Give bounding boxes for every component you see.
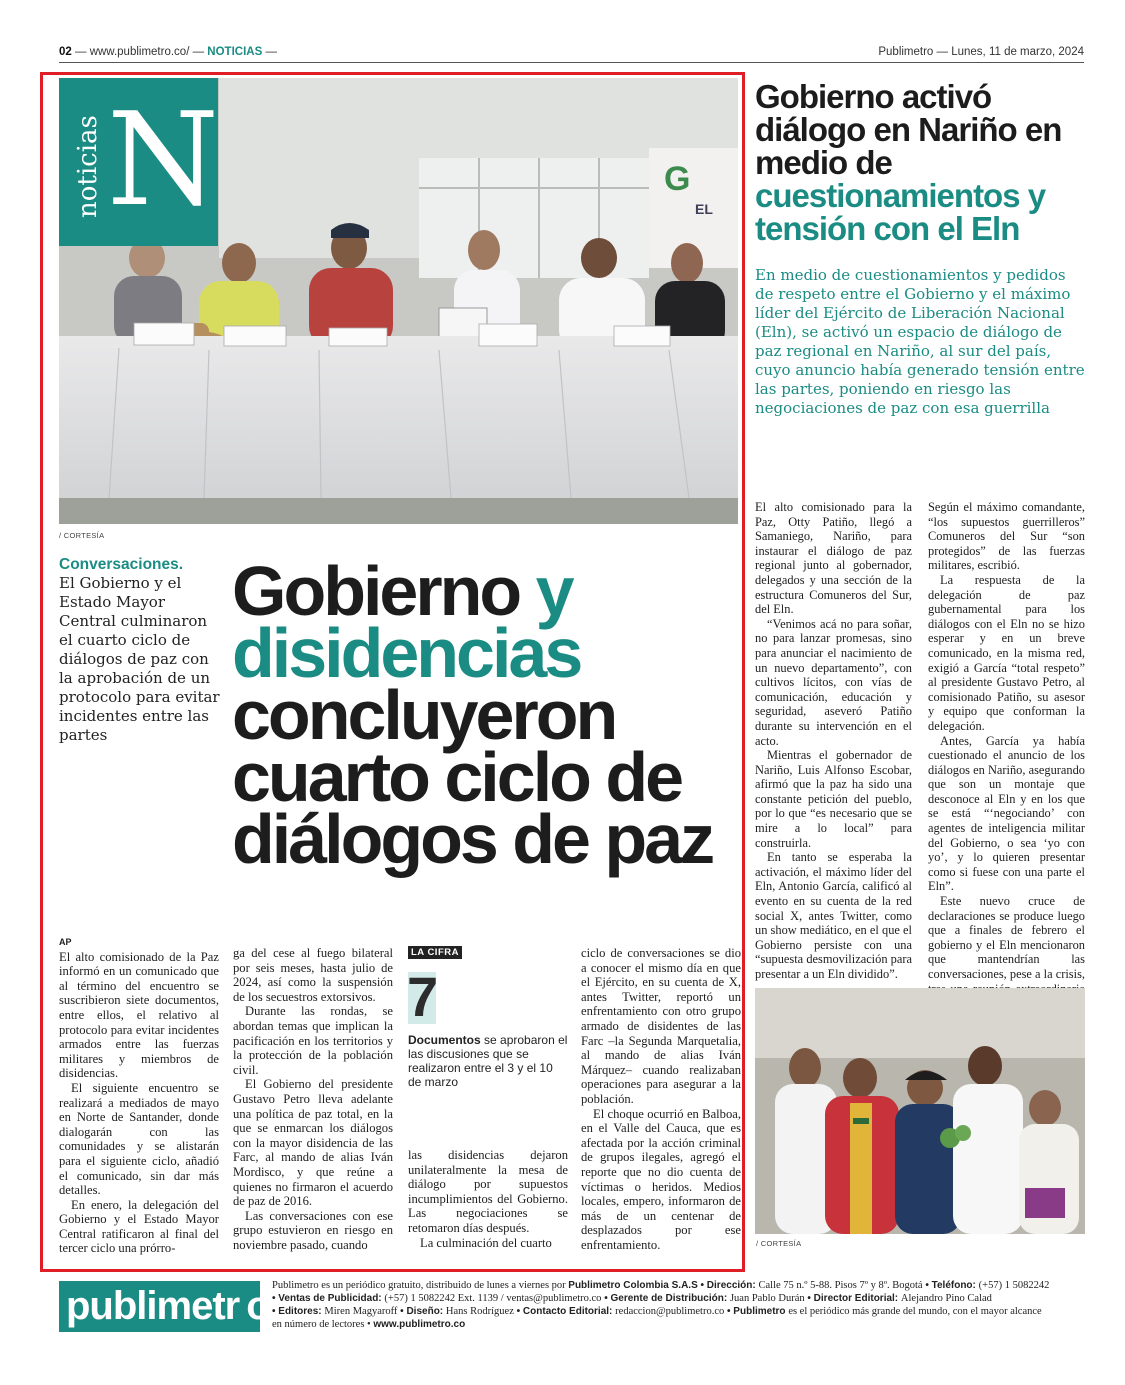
- main-article-col3: las disidencias dejaron unilateralmente la mesa de diálogo por supuestos incumplimientos del Gobierno. Las negociaciones se retomaron días después. La culminación del cuarto: [408, 1148, 568, 1250]
- footer-imprint: Publimetro es un periódico gratuito, distribuido de lunes a viernes por Publimetro Colombia S.A.S • Dirección: Calle 75 n.º 5-88. Pisos 7º y 8º. Bogotá • Teléfono: (+57) 1 5082242 • Ventas de Publicidad: (+57) 1 5082242 Ext. 1139 / ventas@publimetro.co • Gerente de Distribución: Juan Pablo Durán • Director Editorial: Alejandro Pino Calad • Editores: Miren Magyaroff • Diseño: Hans Rodríguez • Contacto Editorial: redaccion@publimetro.co • Publimetro es el periódico más grande del mundo, con el mayor alcance en número de lectores • www.publimetro.co: [272, 1280, 1050, 1330]
- right-article-col1: El alto comisionado para la Paz, Otty Patiño, llegó a Samaniego, Nariño, para instaurar el diálogo de paz regional junto al gobernador, delegados y una sección de la estructura Comuneros del Sur, del Eln. “Venimos acá no para soñar, no para lanzar promesas, sino para anunciar el nacimiento de un nuevo departamento”, con cultivos lícitos, con vías de comunicación, educación y seguridad, aseveró Patiño durante su intervención en el acto. Mientras el gobernador de Nariño, Luis Alfonso Escobar, afirmó que la paz ha sido una constante petición del pueblo, por lo que “es necesario que se mire a lo local” para construirla. En tanto se esperaba la activación, el máximo líder del Eln, Antonio García, calificó al evento en su cuenta de la red social X, antes Twitter, como un show mediático, en el que el Gobierno persiste con una “supuesta desmovilización para presentar a un Eln dividido”.: [755, 500, 912, 981]
- main-article-col4: ciclo de conversaciones se dio a conocer el mismo día en que el Ejército, en su cuenta de X, antes Twitter, reportó un enfrentamiento con otro grupo armado de disidentes de las Farc –la Segunda Marquetalia, al mando de alias Iván Márquez– cuando realizaban operaciones para asegurar a la población. El choque ocurrió en Balboa, en el Valle del Cauca, que es afectada por la acción criminal de grupos ilegales, agregó el reporte que no dio cuenta de víctimas o heridos. Medios locales, empero, informaron de más de un centenar de desplazados por ese enfrentamiento.: [581, 946, 741, 1252]
- section-label: NOTICIAS: [207, 46, 263, 58]
- main-headline: Gobierno y disidencias concluyeron cuarto ciclo de diálogos de paz: [232, 552, 713, 878]
- header-rule: [59, 62, 1084, 63]
- right-article-col2: Según el máximo comandante, “los supuestos guerrilleros” Comuneros del Sur “son protegidos” de las fuerzas militares, escribió. La respuesta de la delegación de paz gubernamental para los diálogos con el Eln no se hizo esperar y en un breve comunicado, en la misma red, exigió a García “total respeto” al presidente Gustavo Petro, al comisionado Patiño, su asesor y equipo que conforman la delegación. Antes, García ya había cuestionado el anuncio de los diálogos en Nariño, asegurando que son un montaje que desconoce al Eln y en los que se está “‘negociando’ con agentes de inteligencia militar del Gobierno, o sea ‘yo con yo’, y lo quieren presentar como si fuese con una parte el Eln”. Este nuevo cruce de declaraciones se produce luego que a finales de febrero el gobierno y el Eln mencionaron que mantendrían las conversaciones, pese a la crisis,: [928, 500, 1085, 1026]
- main-article-col2: ga del cese al fuego bilateral por seis meses, hasta julio de 2024, así como la suspensión de los secuestros extorsivos. Durante las rondas, se abordan temas que implican la pacificación en los territorios y la protección de la población civil. El Gobierno del presidente Gustavo Petro lleva adelante una política de paz total, en la que se enmarcan los diálogos con la mayor disidencia de las Farc, al mando de alias Iván Mordisco, y que reúne a quienes no firmaron el acuerdo de paz de 2016. Las conversaciones con ese grupo estuvieron en riesgo en noviembre pasado, cuando: [233, 946, 393, 1252]
- la-cifra-label: LA CIFRA: [408, 946, 462, 959]
- main-article-col1: AP El alto comisionado de la Paz informó en un comunicado que al término del encuentro se suscribieron siete documentos, entre ellos, el relativo al protocolo para evitar incidentes armados entre las fuerzas militares y miembros de disidencias. El siguiente encuentro se realizará a mediados de mayo en Norte de Santander, donde dialogarán con las comunidades y se alistarán para el siguiente ciclo, añadió el comunicado, sin dar más detalles. En enero, la delegación del Gobierno y el Estado Mayor Central ratificaron al final del tercer ciclo una prórro-: [59, 937, 219, 1256]
- kicker: Conversaciones. El Gobierno y el Estado Mayor Central culminaron el cuarto ciclo de diálogos de paz con la aprobación de un protocolo para evitar incidentes entre las partes: [59, 556, 220, 744]
- secondary-photo: [755, 988, 1085, 1234]
- footer-website-link[interactable]: www.publimetro.co: [373, 1319, 466, 1330]
- publimetro-logo[interactable]: publimetr o: [59, 1281, 260, 1332]
- svg-text:G: G: [664, 160, 691, 198]
- highlight-frame: [40, 72, 745, 1272]
- page-header-left: 02 — www.publimetro.co/ — NOTICIAS —: [59, 46, 277, 58]
- right-article-headline: Gobierno activó diálogo en Nariño en medio de cuestionamientos y tensión con el Eln: [755, 78, 1062, 247]
- page-header-right: Publimetro — Lunes, 11 de marzo, 2024: [878, 46, 1084, 58]
- site-url[interactable]: www.publimetro.co/: [89, 46, 190, 58]
- photo-credit-2: / CORTESÍA: [756, 1239, 802, 1248]
- photo-credit: / CORTESÍA: [59, 531, 105, 540]
- globe-icon: o: [246, 1284, 270, 1328]
- la-cifra-number: 7: [407, 965, 439, 1028]
- svg-text:EL: EL: [695, 201, 713, 217]
- noticias-section-logo: noticias N: [59, 78, 218, 246]
- right-article-deck: En medio de cuestionamientos y pedidos de respeto entre el Gobierno y el máximo líder del Ejército de Liberación Nacional (Eln), se activó un espacio de diálogo de paz regional en Nariño, al sur del país, cuyo anuncio había generado tensión entre las partes, poniendo en riesgo las negociaciones de paz con esa guerrilla: [755, 266, 1085, 417]
- la-cifra-text: Documentos se aprobaron el las discusiones que se realizaron entre el 3 y el 10 de marzo: [408, 1033, 568, 1089]
